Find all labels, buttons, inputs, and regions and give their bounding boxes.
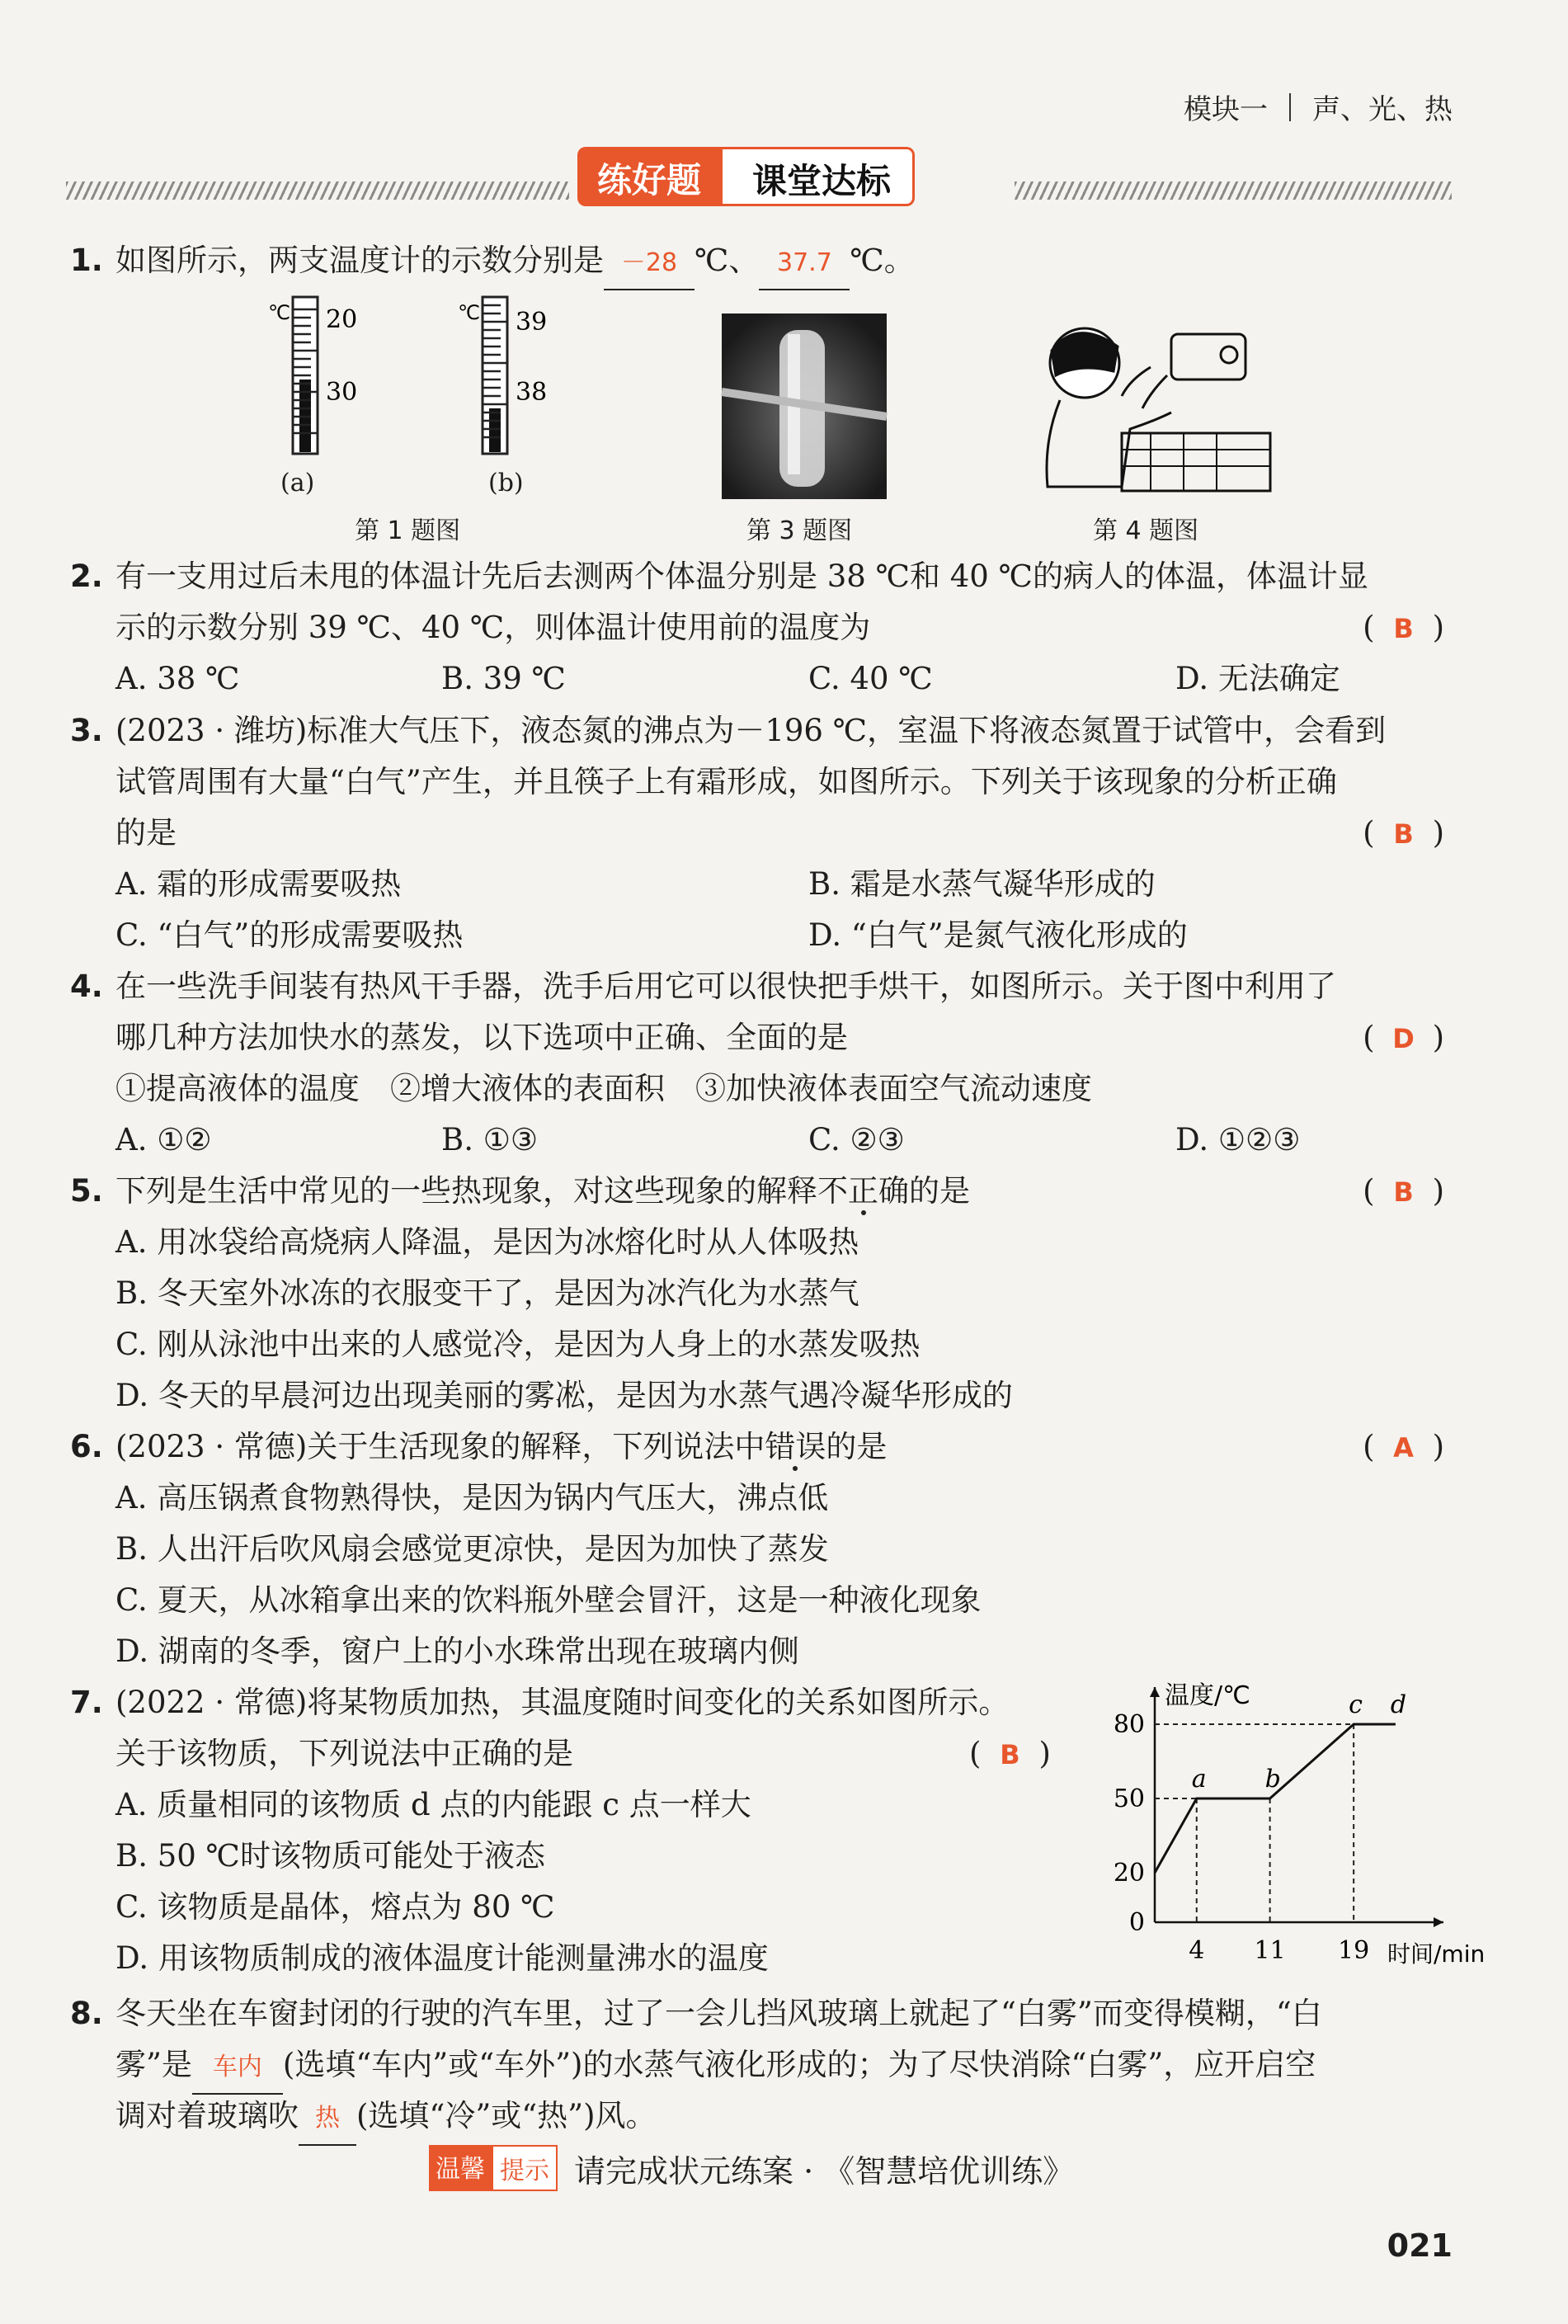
q4-line-1: 在一些洗手间装有热风干手器，洗手后用它可以很快把手烘干，如图所示。关于图中利用了 <box>115 969 1336 1004</box>
q8-answer-1: 车内 <box>192 2042 283 2095</box>
topic-label: 声、光、热 <box>1312 93 1453 126</box>
q2-answer: B <box>1393 613 1414 644</box>
q3-line-1: (2023 · 潍坊)标准大气压下，液态氮的沸点为－196 ℃，室温下将液态氮置于试管中，会看到 <box>115 713 1387 748</box>
thermometer-a-figure <box>243 293 375 458</box>
therm-b-tick-bottom: 38 <box>516 378 548 407</box>
q3-option-c: C. “白气”的形成需要吸热 <box>115 917 464 953</box>
banner-hatch-left <box>66 181 569 200</box>
section-banner <box>66 147 1452 205</box>
dryer-button <box>1221 346 1237 363</box>
q8-line-2-end: (选填“车内”或“车外”)的水蒸气液化形成的；为了尽快消除“白雾”，应开启空 <box>282 2047 1316 2082</box>
q4-option-b: B. ①③ <box>441 1122 539 1157</box>
q3-line-2: 试管周围有大量“白气”产生，并且筷子上有霜形成，如图所示。下列关于该现象的分析正确 <box>115 764 1337 799</box>
q8-line-1: 冬天坐在车窗封闭的行驶的汽车里，过了一会儿挡风玻璃上就起了“白雾”而变得模糊，“白 <box>115 1996 1322 2031</box>
q5-line-1 <box>115 1166 970 1217</box>
q4-option-d: D. ①②③ <box>1175 1122 1301 1157</box>
dryer-box <box>1171 334 1245 379</box>
q1-number: 1. <box>70 243 103 278</box>
tip-badge <box>429 2145 558 2191</box>
q6-emphasis: 错误 <box>765 1429 826 1464</box>
q8-line-3-end: (选填“冷”或“热”)风。 <box>356 2098 657 2133</box>
page-number: 021 <box>1387 2227 1453 2264</box>
q1-stem: 如图所示，两支温度计的示数分别是 <box>115 243 604 278</box>
figure-3-caption: 第 3 题图 <box>746 516 853 545</box>
therm-a-tick-top: 20 <box>326 305 358 334</box>
x-tick-label: 4 <box>1189 1936 1205 1965</box>
y-tick-label: 50 <box>1113 1784 1145 1813</box>
q4-option-a: A. ①② <box>115 1122 212 1157</box>
air-flow <box>1142 375 1167 408</box>
q5-option-c: C. 刚从泳池中出来的人感觉冷，是因为人身上的水蒸发吸热 <box>115 1327 921 1362</box>
q2-option-a: A. 38 ℃ <box>115 661 240 696</box>
q3-answer: B <box>1393 818 1414 850</box>
figure-1-caption: 第 1 题图 <box>355 516 461 545</box>
chart-y-label: 温度/℃ <box>1165 1681 1250 1710</box>
q4-number: 4. <box>70 969 103 1004</box>
q7-option-b: B. 50 ℃时该物质可能处于液态 <box>115 1838 545 1874</box>
person-hair <box>1052 333 1118 375</box>
q7-option-a: A. 质量相同的该物质 d 点的内能跟 c 点一样大 <box>115 1787 751 1822</box>
q3-option-b: B. 霜是水蒸气凝华形成的 <box>808 866 1156 902</box>
temperature-series-line <box>1155 1724 1396 1873</box>
q1-unit-2: ℃。 <box>850 243 915 278</box>
sink-counter <box>1122 433 1270 491</box>
q6-stem-end: 的是 <box>826 1429 888 1464</box>
q4-answer-paren: ( D ) <box>1363 1012 1444 1064</box>
point-label-a: a <box>1191 1765 1207 1794</box>
q5-stem-end: 的是 <box>909 1173 970 1209</box>
q7-number: 7. <box>70 1685 103 1720</box>
point-label-d: d <box>1390 1690 1407 1719</box>
q3-option-a: A. 霜的形成需要吸热 <box>115 866 402 902</box>
q5-emphasis <box>817 1173 909 1209</box>
q4-answer: D <box>1392 1023 1415 1054</box>
y-axis-arrow <box>1150 1687 1160 1697</box>
q6-line-1 <box>115 1421 887 1473</box>
q4-line-3: ①提高液体的温度 ②增大液体的表面积 ③加快液体表面空气流动速度 <box>115 1071 1092 1106</box>
person-body <box>1047 400 1171 487</box>
q1-answer-2: 37.7 <box>759 238 850 290</box>
air-flow-2 <box>1122 367 1151 396</box>
q1-unit-1: ℃、 <box>695 243 760 278</box>
x-tick-label: 0 <box>1128 1908 1145 1937</box>
q5-emphasis-text: 不正确 <box>817 1173 909 1209</box>
tip-text: 请完成状元练案 · 《智慧培优训练》 <box>574 2152 1075 2190</box>
module-header <box>1184 87 1453 127</box>
q8-line-2-start: 雾”是 <box>115 2047 192 2082</box>
q5-answer-paren: ( B ) <box>1363 1166 1444 1218</box>
q8-line-3-start: 调对着玻璃吹 <box>115 2098 299 2133</box>
x-tick-label: 19 <box>1338 1936 1370 1965</box>
q7-option-c: C. 该物质是晶体，熔点为 80 ℃ <box>115 1889 555 1925</box>
q5-stem: 下列是生活中常见的一些热现象，对这些现象的解释 <box>115 1173 817 1209</box>
q8-number: 8. <box>70 1996 103 2031</box>
q2-option-d: D. 无法确定 <box>1175 661 1340 696</box>
banner-right: 课堂达标 <box>723 147 915 206</box>
y-tick-label: 20 <box>1113 1859 1145 1888</box>
q6-stem: (2023 · 常德)关于生活现象的解释，下列说法中 <box>115 1429 765 1464</box>
therm-a-tick-bottom: 30 <box>326 378 358 407</box>
q6-option-b: B. 人出汗后吹风扇会感觉更凉快，是因为加快了蒸发 <box>115 1531 829 1567</box>
q6-option-c: C. 夏天，从冰箱拿出来的饮料瓶外壁会冒汗，这是一种液化现象 <box>115 1582 982 1618</box>
q7-answer: B <box>1000 1739 1020 1770</box>
y-tick-label: 80 <box>1113 1710 1145 1739</box>
q8-answer-2: 热 <box>299 2093 356 2146</box>
q6-answer-paren: ( A ) <box>1363 1421 1444 1473</box>
q4-option-c: C. ②③ <box>808 1122 905 1157</box>
banner-hatch-right <box>1015 181 1452 200</box>
tiles <box>1122 433 1270 491</box>
therm-a-label: (a) <box>280 469 315 497</box>
q5-option-d: D. 冬天的早晨河边出现美丽的雾凇，是因为水蒸气遇冷凝华形成的 <box>115 1378 1013 1413</box>
x-axis-arrow <box>1434 1917 1443 1927</box>
banner-left: 练好题 <box>577 147 723 206</box>
q6-option-a: A. 高压锅煮食物熟得快，是因为锅内气压大，沸点低 <box>115 1480 829 1516</box>
q2-answer-paren: ( B ) <box>1363 602 1444 654</box>
q5-option-b: B. 冬天室外冰冻的衣服变干了，是因为冰汽化为水蒸气 <box>115 1275 859 1311</box>
q5-option-a: A. 用冰袋给高烧病人降温，是因为冰熔化时从人体吸热 <box>115 1224 859 1260</box>
temperature-time-chart <box>1072 1679 1486 1976</box>
therm-b-liquid <box>489 408 501 452</box>
test-tube-photo <box>722 313 887 499</box>
q6-answer: A <box>1393 1432 1414 1464</box>
q5-number: 5. <box>70 1173 103 1209</box>
x-tick-label: 11 <box>1254 1936 1286 1965</box>
thermometer-b-figure <box>433 293 565 458</box>
hand-dryer-figure <box>1027 318 1274 495</box>
q1-text <box>115 235 915 290</box>
point-label-b: b <box>1264 1765 1281 1794</box>
footer-tip <box>429 2145 1074 2191</box>
q2-option-b: B. 39 ℃ <box>441 661 566 696</box>
q1-answer-1: －28 <box>604 238 695 290</box>
therm-b-tick-top: 39 <box>516 308 548 337</box>
figure-4-caption: 第 4 题图 <box>1093 516 1199 545</box>
q2-line-2: 示的示数分别 39 ℃、40 ℃，则体温计使用前的温度为 <box>115 610 871 645</box>
tip-badge-b: 提示 <box>492 2145 558 2191</box>
therm-b-label: (b) <box>488 469 524 497</box>
q2-line-1: 有一支用过后未甩的体温计先后去测两个体温分别是 38 ℃和 40 ℃的病人的体温，体温计显 <box>115 559 1368 594</box>
q7-option-d: D. 用该物质制成的液体温度计能测量沸水的温度 <box>115 1940 769 1976</box>
q4-line-2: 哪几种方法加快水的蒸发，以下选项中正确、全面的是 <box>115 1020 848 1055</box>
q5-answer: B <box>1393 1176 1414 1208</box>
q8-line-3 <box>115 2091 657 2146</box>
q7-answer-paren: ( B ) <box>969 1728 1051 1780</box>
q6-option-d: D. 湖南的冬季，窗户上的小水珠常出现在玻璃内侧 <box>115 1633 799 1669</box>
q6-number: 6. <box>70 1429 103 1464</box>
header-divider <box>1289 93 1291 121</box>
q3-number: 3. <box>70 713 103 748</box>
therm-b-unit: ℃ <box>458 301 480 324</box>
q7-line-1: (2022 · 常德)将某物质加热，其温度随时间变化的关系如图所示。 <box>115 1685 1010 1720</box>
q3-line-3: 的是 <box>115 815 177 851</box>
q8-line-2 <box>115 2039 1316 2095</box>
chart-x-label: 时间/min <box>1387 1940 1486 1968</box>
banner-title <box>577 147 1006 206</box>
q7-line-2: 关于该物质，下列说法中正确的是 <box>115 1736 573 1771</box>
q2-number: 2. <box>70 559 103 594</box>
module-label: 模块一 <box>1184 93 1268 126</box>
q2-option-c: C. 40 ℃ <box>808 661 933 696</box>
q3-answer-paren: ( B ) <box>1363 808 1444 860</box>
therm-a-unit: ℃ <box>268 301 290 324</box>
tip-badge-a: 温馨 <box>429 2145 492 2191</box>
q3-option-d: D. “白气”是氮气液化形成的 <box>808 917 1188 953</box>
point-label-c: c <box>1349 1690 1363 1719</box>
